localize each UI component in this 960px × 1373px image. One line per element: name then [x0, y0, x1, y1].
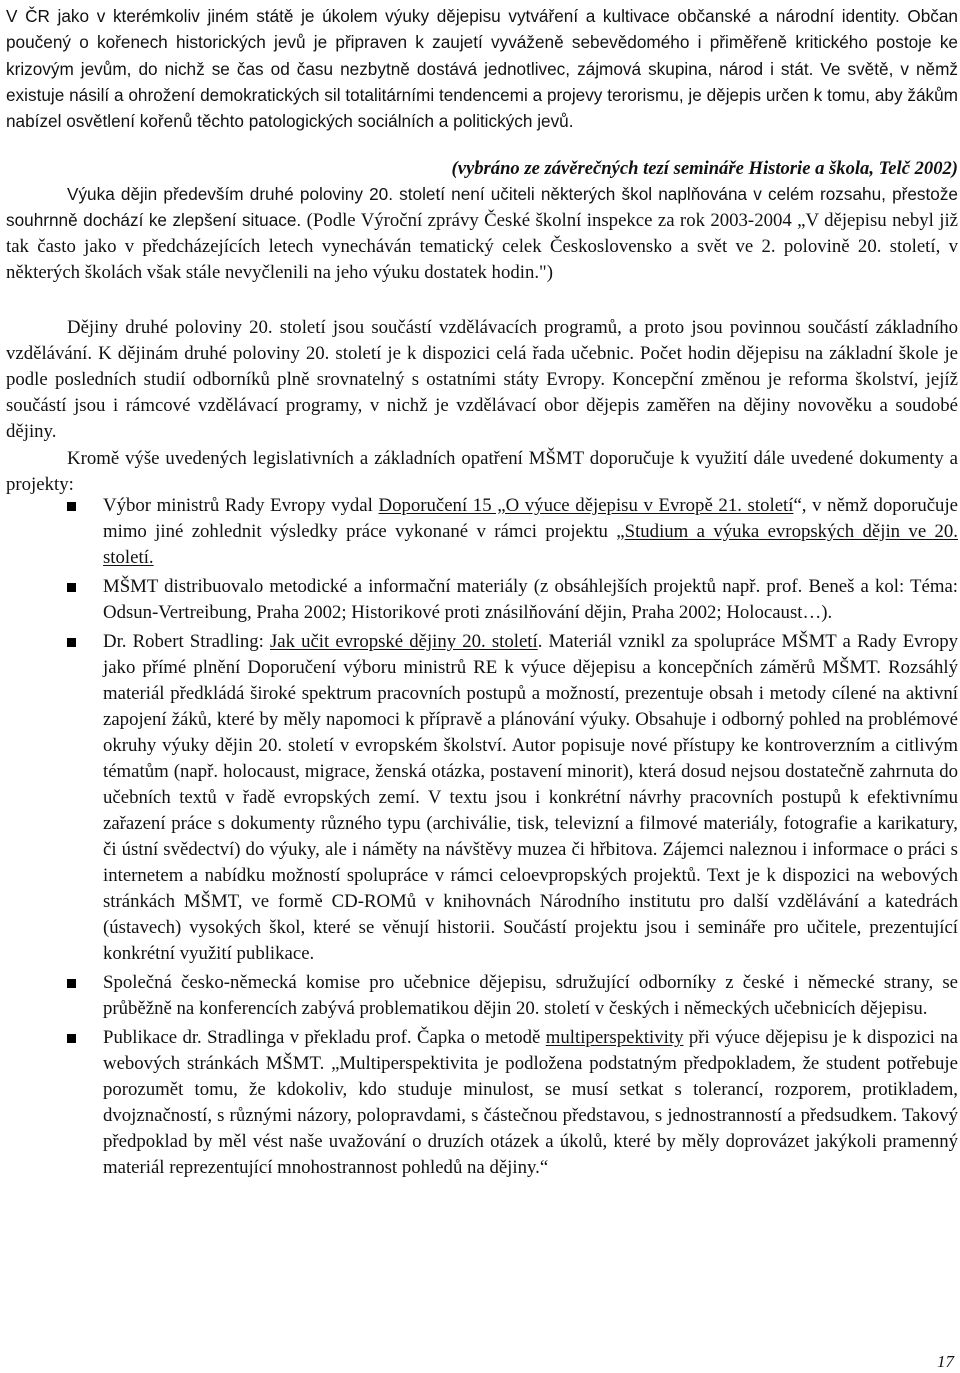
- list-item: Výbor ministrů Rady Evropy vydal Doporučení 15 „O výuce dějepisu v Evropě 21. století“, v němž doporučuje mimo jiné zohlednit výsledky práce vykonané v rámci projektu „Studium a výuka evropských dějin ve 20. století.: [0, 493, 958, 571]
- square-bullet-icon: [67, 583, 76, 592]
- page-number: 17: [937, 1352, 954, 1371]
- recommendations-list: [0, 493, 960, 1181]
- inspection-paragraph: [6, 181, 958, 286]
- square-bullet-icon: [67, 1034, 76, 1043]
- list-item: Publikace dr. Stradlinga v překladu prof. Čapka o metodě multiperspektivity při výuce dějepisu je k dispozici na webových stránkách MŠMT. „Multiperspektivita je podložena podstatným předpokladem, že student potřebuje porozumět tomu, že kdokoliv, kdo studuje minulost, se musí setkat s tolerancí, rozporem, protikladem, dvojznačností, s různými názory, polopravdami, s částečnou představou, s jednostranností a předsudkem. Takový předpoklad by měl vést naše uvažování o druzích otázek a úkolů, které by měly doprovázet jakýkoli pramenný materiál reprezentující mnohostrannost pohledů na dějiny.“: [0, 1025, 958, 1181]
- list-item: Společná česko-německá komise pro učebnice dějepisu, sdružující odborníky z české i německé strany, se průběžně na konferencích zabývá problematikou dějin 20. století v českých i německých učebnicích dějepisu.: [0, 970, 958, 1022]
- quote-source-caption: (vybráno ze závěrečných tezí semináře Historie a škola, Telč 2002): [451, 158, 958, 179]
- square-bullet-icon: [67, 502, 76, 511]
- inspection-quote-text: (Podle Výroční zprávy České školní inspekce za rok 2003-2004 „V dějepisu nebyl již tak často jako v předcházejících letech vynecháván tematický celek Československo a svět ve 2. polovině 20. století, v některých školách však stále nevyčlenili na jeho výuku dostatek hodin."): [6, 210, 958, 284]
- recommendation-15-link[interactable]: Doporučení 15 „O výuce dějepisu v Evropě 21. století: [378, 495, 794, 516]
- list-item: MŠMT distribuovalo metodické a informační materiály (z obsáhlejších projektů např. prof. Beneš a kol: Téma: Odsun-Vertreibung, Praha 2002; Historikové proti znásilňování dějin, Praha 2002; Holocaust…).: [0, 574, 958, 626]
- curriculum-paragraph: Dějiny druhé poloviny 20. století jsou součástí vzdělávacích programů, a proto jsou povinnou součástí základního vzdělávání. K dějinám druhé poloviny 20. století je k dispozici celá řada učebnic. Počet hodin dějepisu na základní škole je podle posledních studií odborníků plně srovnatelný s ostatními státy Evropy. Koncepční změnou je reforma školství, jejíž součástí jsou i rámcové vzdělávací programy, v nichž je vzdělávací obor dějepis zaměřen na dějiny novověku a soudobé dějiny.: [6, 317, 958, 442]
- square-bullet-icon: [67, 638, 76, 647]
- intro-paragraph: V ČR jako v kterémkoliv jiném státě je úkolem výuky dějepisu vytváření a kultivace občanské a národní identity. Občan poučený o kořenech historických jevů je připraven k zaujetí vyváženě sebevědomého i přiměřeně kritického postoje ke krizovým jevům, do nichž se čas od času nezbytně dostává jednotlivec, zájmová skupina, národ i stát. Ve světě, v němž existuje násilí a ohrožení demokratických sil totalitárními tendencemi a projevy terorismu, je dějepis určen k tomu, aby žákům nabízel osvětlení kořenů těchto patologických sociálních a politických jevů.: [6, 6, 958, 132]
- recommendations-intro: Kromě výše uvedených legislativních a základních opatření MŠMT doporučuje k využití dále uvedené dokumenty a projekty:: [6, 448, 958, 495]
- inspection-lead-text: Výuka dějin především druhé poloviny 20. století není učiteli některých škol naplňována v celém rozsahu, přestože souhrnně dochází ke zlepšení situace.: [6, 184, 958, 231]
- stradling-publication-link[interactable]: Jak učit evropské dějiny 20. století: [269, 631, 538, 652]
- list-item: Dr. Robert Stradling: Jak učit evropské dějiny 20. století. Materiál vznikl za spolupráce MŠMT a Rady Evropy jako přímé plnění Doporučení výboru ministrů RE k výuce dějepisu a koncepčních záměrů MŠMT. Rozsáhlý materiál předkládá široké spektrum pracovních postupů a možností, prezentuje obsah i metody cílené na aktivní zapojení žáků, které by měly napomoci k přípravě a plánování výuky. Obsahuje i odborný pohled na problémové okruhy výuky dějin 20. století v evropském školství. Autor popisuje nové přístupy ke kontroverzním a citlivým tématům (např. holocaust, migrace, ženská otázka, postavení minorit), která dosud nejsou dostatečně zahrnuta do učebních textů v řadě evropských zemí. V textu jsou i konkrétní návrhy pracovních postupů k efektivnímu zařazení práce s dokumenty různého typu (archiválie, tisk, televizní a filmové materiály, fotografie a karikatury, či ústní svědectví) do výuky, ale i náměty na návštěvy muzea či hřbitova. Zájemci naleznou i informace o práci s internetem a nabídku možností spolupráce v rámci celoevpropských projektů. Text je k dispozici na webových stránkách MŠMT, ve formě CD-ROMů v knihovnách Národního institutu pro další vzdělávání a katedrách (ústavech) vysokých škol, které se věnují historii. Součástí projektu jsou i semináře pro učitele, prezentující konkrétní využití publikace.: [0, 629, 958, 967]
- multiperspectivity-link[interactable]: multiperspektivity: [545, 1027, 684, 1048]
- square-bullet-icon: [67, 979, 76, 988]
- european-history-project-link[interactable]: Studium a výuka evropských dějin ve 20. století.: [103, 521, 958, 568]
